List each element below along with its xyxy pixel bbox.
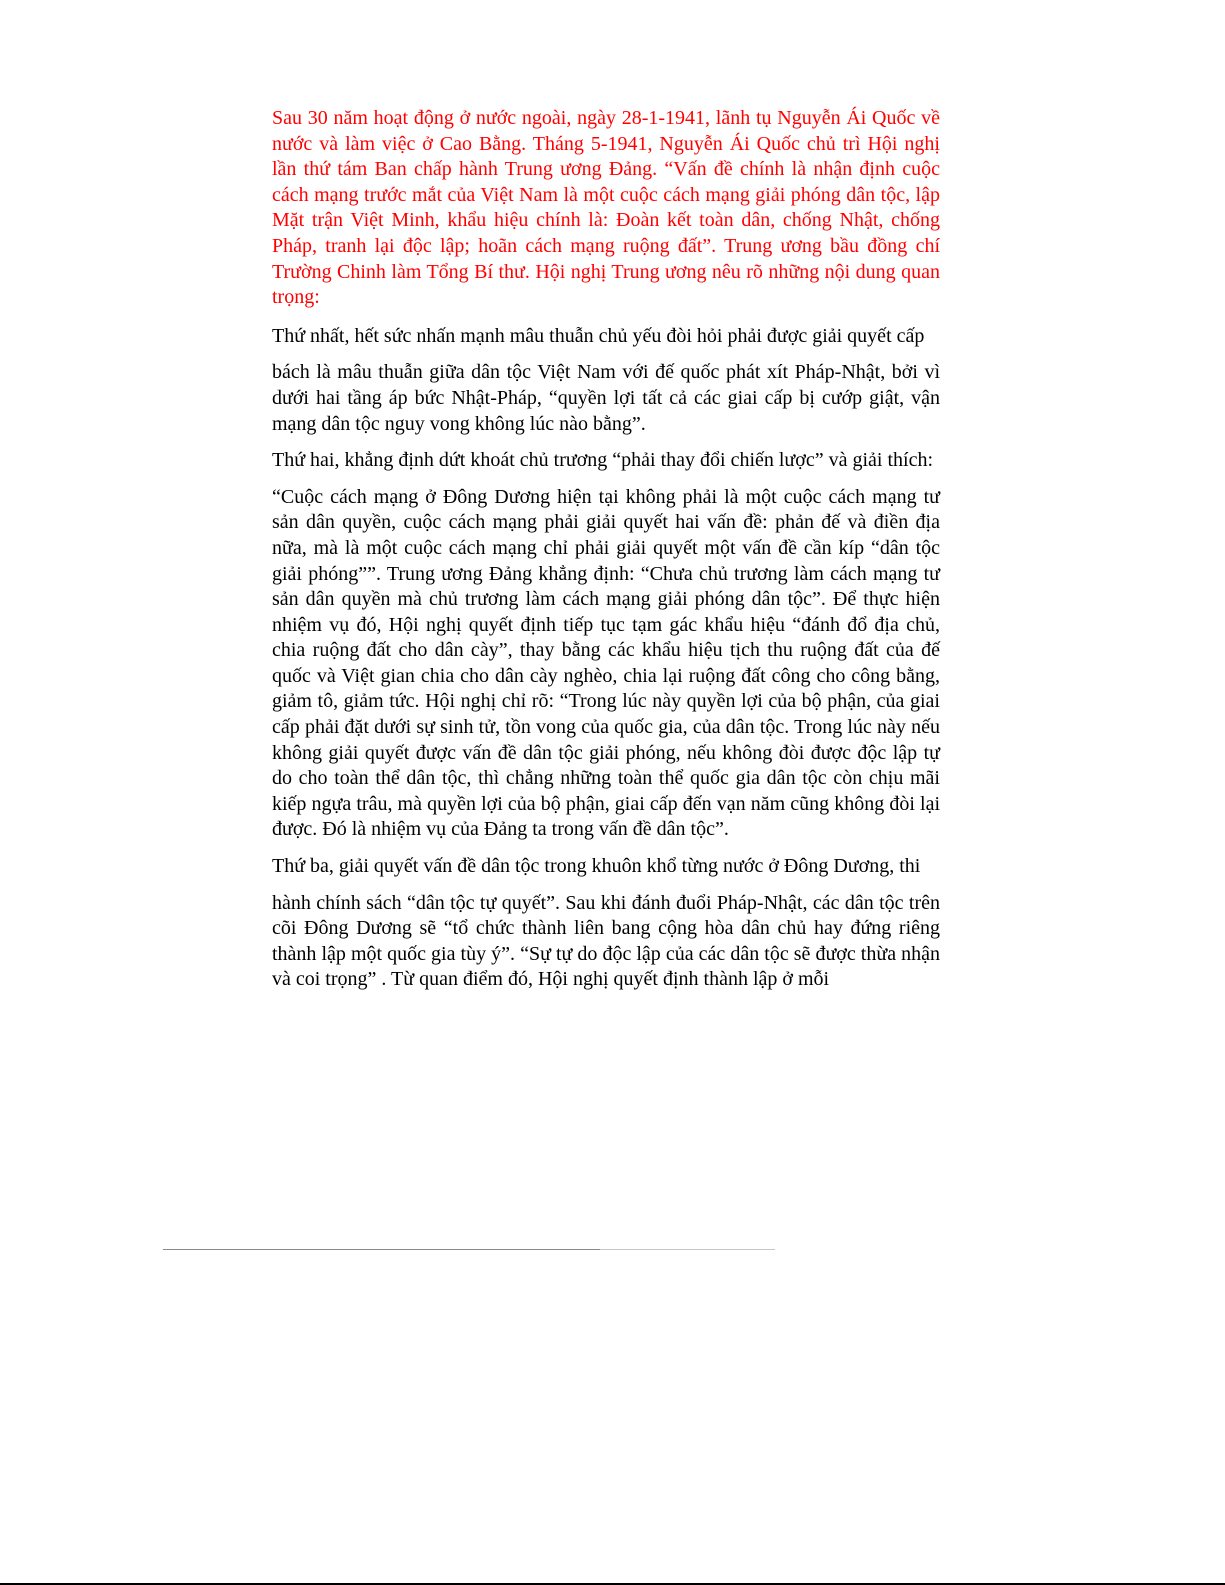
document-body xyxy=(272,106,940,993)
paragraph-second-point: Thứ hai, khẳng định dứt khoát chủ trương “phải thay đổi chiến lược” và giải thích: xyxy=(272,449,934,472)
paragraph-third-point: Thứ ba, giải quyết vấn đề dân tộc trong khuôn khổ từng nước ở Đông Dương, thi xyxy=(272,855,921,878)
paragraph-quotation: “Cuộc cách mạng ở Đông Dương hiện tại không phải là một cuộc cách mạng tư sản dân quyền, cuộc cách mạng phải giải quyết hai vấn đề: phản đế và điền địa nữa, mà là một cuộc cách mạng chỉ phải giải quyết một vấn đề cần kíp “dân tộc giải phóng””. Trung ương Đảng khẳng định: “Chưa chủ trương làm cách mạng tư sản dân quyền mà chủ trương làm cách mạng giải phóng dân tộc”. Để thực hiện nhiệm vụ đó, Hội nghị quyết định tiếp tục tạm gác khẩu hiệu “đánh đổ địa chủ, chia ruộng đất cho dân cày”, thay bằng các khẩu hiệu tịch thu ruộng đất của đế quốc và Việt gian chia cho dân cày nghèo, chia lại ruộng đất công cho công bằng, giảm tô, giảm tức. Hội nghị chỉ rõ: “Trong lúc này quyền lợi của bộ phận, của giai cấp phải đặt dưới sự sinh tử, tồn vong của quốc gia, của dân tộc. Trong lúc này nếu không giải quyết được vấn đề dân tộc giải phóng, nếu không đòi được độc lập tự do cho toàn thể dân tộc, thì chẳng những toàn thể quốc gia dân tộc còn chịu mãi kiếp ngựa trâu, mà quyền lợi của bộ phận, giai cấp đến vạn năm cũng không đòi lại được. Đó là nhiệm vụ của Đảng ta trong vấn đề dân tộc”. xyxy=(272,485,940,841)
paragraph-first-point: Thứ nhất, hết sức nhấn mạnh mâu thuẫn chủ yếu đòi hỏi phải được giải quyết cấp xyxy=(272,324,925,347)
footnote-separator-faint xyxy=(600,1249,775,1250)
paragraph-intro-highlighted: Sau 30 năm hoạt động ở nước ngoài, ngày 28-1-1941, lãnh tụ Nguyễn Ái Quốc về nước và làm việc ở Cao Bằng. Tháng 5-1941, Nguyễn Ái Quốc chủ trì Hội nghị lần thứ tám Ban chấp hành Trung ương Đảng. “Vấn đề chính là nhận định cuộc cách mạng trước mắt của Việt Nam là một cuộc cách mạng giải phóng dân tộc, lập Mặt trận Việt Minh, khẩu hiệu chính là: Đoàn kết toàn dân, chống Nhật, chống Pháp, tranh lại độc lập; hoãn cách mạng ruộng đất”. Trung ương bầu đồng chí Trường Chinh làm Tổng Bí thư. Hội nghị Trung ương nêu rõ những nội dung quan trọng: xyxy=(272,107,940,309)
paragraph-first-point-continued: bách là mâu thuẫn giữa dân tộc Việt Nam với đế quốc phát xít Pháp-Nhật, bởi vì dưới hai tầng áp bức Nhật-Pháp, “quyền lợi tất cả các giai cấp bị cướp giật, vận mạng dân tộc nguy vong không lúc nào bằng”. xyxy=(272,361,940,435)
paragraph-third-point-continued: hành chính sách “dân tộc tự quyết”. Sau khi đánh đuổi Pháp-Nhật, các dân tộc trên cõi Đông Dương sẽ “tổ chức thành liên bang cộng hòa dân chủ hay đứng riêng thành lập một quốc gia tùy ý”. “Sự tự do độc lập của các dân tộc sẽ được thừa nhận và coi trọng” . Từ quan điểm đó, Hội nghị quyết định thành lập ở mỗi xyxy=(272,891,940,991)
